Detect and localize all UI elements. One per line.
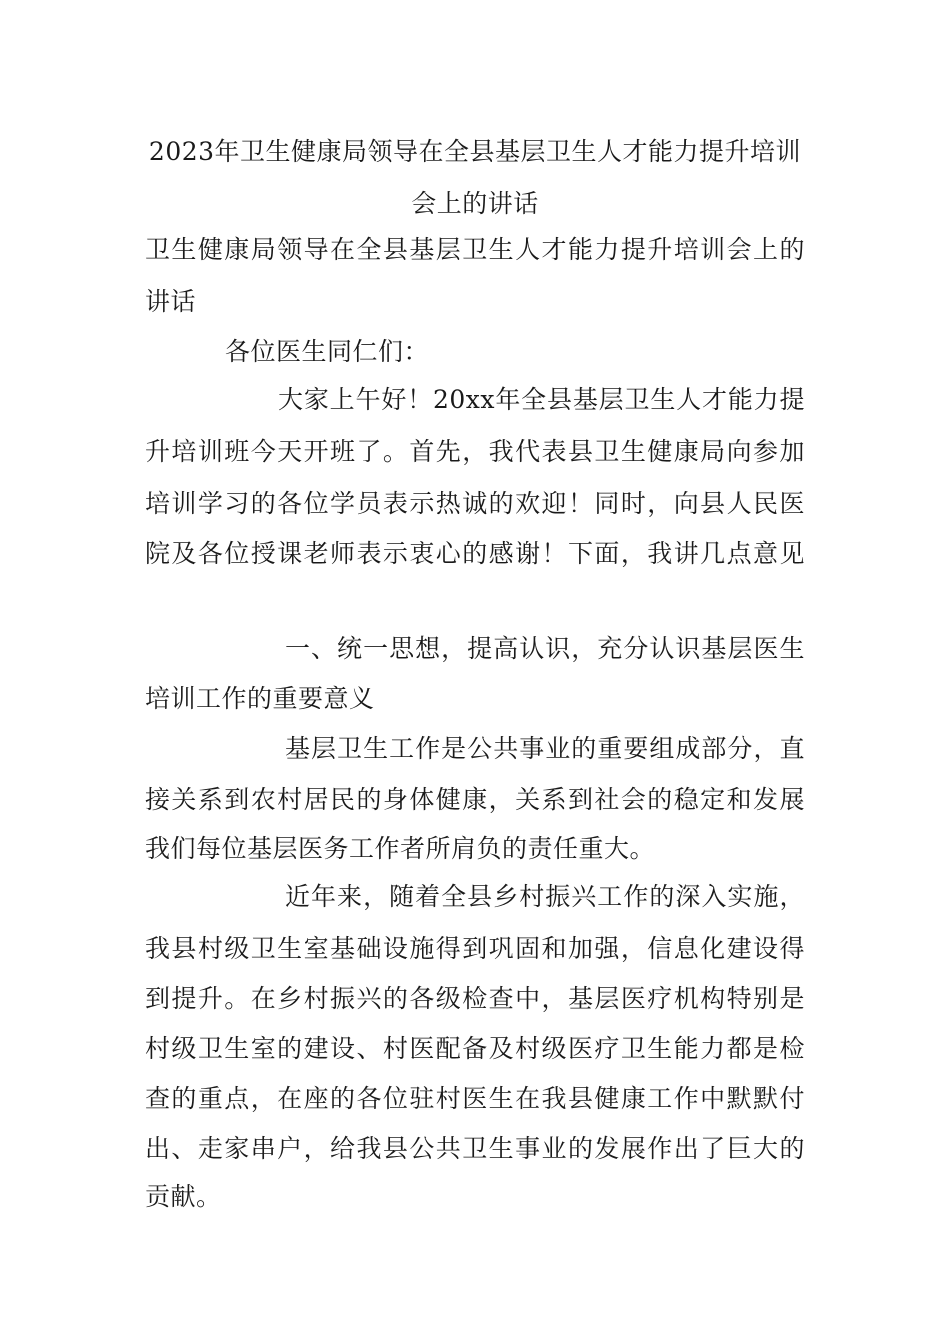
paragraph-3-line: 出、走家串户，给我县公共卫生事业的发展作出了巨大的 [145,1134,805,1163]
paragraph-3-line: 到提升。在乡村振兴的各级检查中，基层医疗机构特别是 [145,984,805,1013]
section-heading-1-line: 培训工作的重要意义 [145,684,375,713]
document-title-line-2: 会上的讲话 [411,189,539,218]
paragraph-1-line: 大家上午好！20xx年全县基层卫生人才能力提 [278,385,805,414]
paragraph-1-line: 院及各位授课老师表示衷心的感谢！下面，我讲几点意见 [145,539,805,568]
paragraph-3-line: 近年来，随着全县乡村振兴工作的深入实施， [285,882,805,911]
paragraph-2-line: 基层卫生工作是公共事业的重要组成部分，直 [285,734,805,763]
section-heading-1-line: 一、统一思想，提高认识，充分认识基层医生 [285,634,805,663]
paragraph-1-line: 培训学习的各位学员表示热诚的欢迎！同时，向县人民医 [145,489,805,518]
paragraph-2-line: 我们每位基层医务工作者所肩负的责任重大。 [145,834,656,863]
paragraph-1-line: 升培训班今天开班了。首先，我代表县卫生健康局向参加 [145,437,805,466]
subtitle-line-2: 讲话 [145,287,197,316]
salutation: 各位医生同仁们： [225,337,430,366]
subtitle-line-1: 卫生健康局领导在全县基层卫生人才能力提升培训会上的 [145,235,805,264]
document-title-line-1: 2023年卫生健康局领导在全县基层卫生人才能力提升培训 [148,137,802,166]
paragraph-3-line: 我县村级卫生室基础设施得到巩固和加强，信息化建设得 [145,934,805,963]
paragraph-3-line: 村级卫生室的建设、村医配备及村级医疗卫生能力都是检 [145,1034,805,1063]
paragraph-3-line: 贡献。 [145,1182,222,1211]
paragraph-3-line: 查的重点，在座的各位驻村医生在我县健康工作中默默付 [145,1084,805,1113]
paragraph-2-line: 接关系到农村居民的身体健康，关系到社会的稳定和发展 [145,785,805,814]
